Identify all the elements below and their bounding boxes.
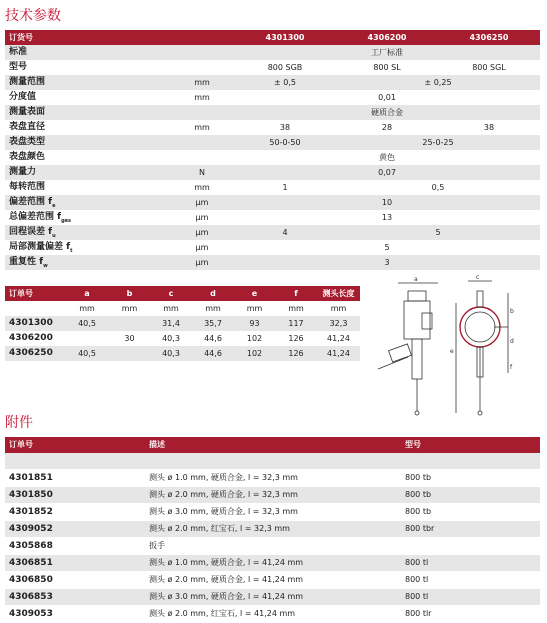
dims-header-cell: d	[192, 286, 234, 301]
accessory-type: 800 tl	[401, 555, 540, 572]
dimensions-table	[5, 286, 360, 361]
spec-row-value-col23: 25-0-25	[336, 135, 540, 150]
spec-row-label	[5, 120, 170, 135]
spec-header-label: 订货号	[5, 30, 170, 45]
accessory-order: 4301852	[5, 504, 145, 521]
spec-row-label-text: 表盘颜色	[9, 152, 46, 162]
dims-cell: 41,24	[317, 331, 360, 346]
dims-header-cell: 订单号	[5, 286, 65, 301]
spec-row-label-text: 回程误差 f	[9, 227, 53, 237]
spec-row-value-col1: 1	[234, 180, 336, 195]
spec-row-label-text: 分度值	[9, 92, 37, 102]
acc-header-desc: 描述	[145, 437, 401, 453]
spec-row-label-text: 表盘直径	[9, 122, 46, 132]
spec-row-label	[5, 150, 170, 165]
spec-row-label-subscript: t	[70, 247, 73, 254]
accessory-row	[5, 572, 540, 589]
spec-section-title: 技术参数	[5, 8, 61, 24]
dims-unit-cell: mm	[234, 301, 275, 316]
accessory-type: 800 tbr	[401, 521, 540, 538]
drawing-label-f: f	[510, 364, 513, 371]
dims-unit-cell: mm	[192, 301, 234, 316]
dims-cell: 32,3	[317, 316, 360, 331]
dims-cell: 44,6	[192, 346, 234, 361]
accessory-description: 测头 ø 2.0 mm, 红宝石, l = 32,3 mm	[145, 521, 401, 538]
accessory-order: 4305868	[5, 538, 145, 555]
spec-row-label	[5, 180, 170, 195]
dimensions-header-row	[5, 286, 360, 301]
spec-row-value: 硬质合金	[234, 105, 540, 120]
dims-unit-cell: mm	[317, 301, 360, 316]
spec-row	[5, 45, 540, 60]
accessory-description: 测头 ø 3.0 mm, 硬质合金, l = 41,24 mm	[145, 589, 401, 606]
spec-row-value-col3: 800 SGL	[438, 60, 540, 75]
accessory-order: 4306850	[5, 572, 145, 589]
dims-header-cell: 测头长度	[317, 286, 360, 301]
accessory-row	[5, 555, 540, 572]
dimensions-body	[5, 301, 360, 361]
dims-cell: 30	[109, 331, 150, 346]
spec-row-value-col1: 4	[234, 225, 336, 240]
dims-cell: 4306200	[5, 331, 65, 346]
dims-header-cell: f	[275, 286, 317, 301]
dims-cell: 126	[275, 346, 317, 361]
spec-row	[5, 240, 540, 255]
accessory-description: 扳手	[145, 538, 401, 555]
dims-cell: 40,5	[65, 316, 109, 331]
spec-row-value-col23: 0,5	[336, 180, 540, 195]
spec-row-unit: mm	[170, 90, 234, 105]
spec-row-label-text: 每转范围	[9, 182, 46, 192]
spec-row-label-text: 测量力	[9, 167, 37, 177]
spec-row-unit: µm	[170, 225, 234, 240]
drawing-label-e: e	[450, 348, 454, 355]
dims-units-row	[5, 301, 360, 316]
spec-row-label-text: 型号	[9, 62, 28, 72]
accessory-description: 测头 ø 2.0 mm, 硬质合金, l = 41,24 mm	[145, 572, 401, 589]
accessory-description: 测头 ø 2.0 mm, 红宝石, l = 41,24 mm	[145, 606, 401, 623]
spec-row-label	[5, 240, 170, 255]
spec-row	[5, 90, 540, 105]
spec-row-value-col2: 28	[336, 120, 438, 135]
spec-row-value: 10	[234, 195, 540, 210]
spec-row-unit	[170, 135, 234, 150]
spec-row-value-col23: 5	[336, 225, 540, 240]
spec-row-unit: mm	[170, 120, 234, 135]
accessory-row	[5, 521, 540, 538]
dims-unit-cell	[5, 301, 65, 316]
spec-row-label	[5, 60, 170, 75]
accessory-order: 4301851	[5, 470, 145, 487]
spec-row	[5, 180, 540, 195]
accessory-order: 4309052	[5, 521, 145, 538]
accessory-type: 800 tl	[401, 572, 540, 589]
spec-row-value: 0,07	[234, 165, 540, 180]
dims-cell: 4306250	[5, 346, 65, 361]
dims-unit-cell: mm	[275, 301, 317, 316]
dims-cell	[109, 316, 150, 331]
accessories-body	[5, 453, 540, 623]
dims-row	[5, 346, 360, 361]
dims-cell: 93	[234, 316, 275, 331]
spec-row-label-text: 偏差范围 f	[9, 197, 53, 207]
spec-header-col3: 4306250	[438, 30, 540, 45]
spec-header-row	[5, 30, 540, 45]
dial-gauge-drawing	[368, 273, 528, 421]
dims-cell: 126	[275, 331, 317, 346]
dims-header-cell: b	[109, 286, 150, 301]
dims-cell: 41,24	[317, 346, 360, 361]
spec-row	[5, 60, 540, 75]
accessory-description: 测头 ø 2.0 mm, 硬质合金, l = 32,3 mm	[145, 487, 401, 504]
accessories-header-row	[5, 437, 540, 453]
spec-row	[5, 225, 540, 240]
spec-row-value-col1: ± 0,5	[234, 75, 336, 90]
spec-row	[5, 210, 540, 225]
dims-cell: 40,3	[150, 331, 192, 346]
spec-row-label-subscript: u	[52, 232, 56, 239]
spec-row-label	[5, 75, 170, 90]
dims-cell: 4301300	[5, 316, 65, 331]
drawing-label-c: c	[476, 274, 480, 281]
spec-row-value-col1: 38	[234, 120, 336, 135]
dims-unit-cell: mm	[65, 301, 109, 316]
spec-row-label-text: 总偏差范围 f	[9, 212, 62, 222]
spec-row-unit: N	[170, 165, 234, 180]
spec-header-unit	[170, 30, 234, 45]
spec-row	[5, 195, 540, 210]
spec-row-label-text: 测量范围	[9, 77, 46, 87]
acc-header-order: 订单号	[5, 437, 145, 453]
spec-row-label-text: 测量表面	[9, 107, 46, 117]
accessory-description: 测头 ø 3.0 mm, 硬质合金, l = 32,3 mm	[145, 504, 401, 521]
accessory-description	[145, 453, 401, 470]
spec-row-unit: mm	[170, 180, 234, 195]
spec-row	[5, 150, 540, 165]
dims-cell	[109, 346, 150, 361]
spec-row-label-text: 表盘类型	[9, 137, 46, 147]
spec-row-value-col23: ± 0,25	[336, 75, 540, 90]
accessory-description: 测头 ø 1.0 mm, 硬质合金, l = 41,24 mm	[145, 555, 401, 572]
accessory-row	[5, 606, 540, 623]
spec-row-unit: µm	[170, 210, 234, 225]
spec-row-label-text: 重复性 f	[9, 257, 44, 267]
spec-row-label	[5, 195, 170, 210]
spec-row-label-subscript: e	[52, 202, 56, 209]
spec-row-label-subscript: ges	[61, 217, 72, 224]
spec-row-value-col3: 38	[438, 120, 540, 135]
accessory-row	[5, 487, 540, 504]
spec-row-label-subscript: w	[43, 262, 48, 269]
spec-row-label	[5, 255, 170, 270]
accessories-table	[5, 437, 540, 623]
spec-row-label	[5, 165, 170, 180]
drawing-label-b: b	[510, 308, 514, 315]
dims-header-cell: e	[234, 286, 275, 301]
spec-header-col1: 4301300	[234, 30, 336, 45]
drawing-label-a: a	[414, 276, 418, 283]
spec-row	[5, 165, 540, 180]
dims-cell: 31,4	[150, 316, 192, 331]
spec-row-value: 13	[234, 210, 540, 225]
dims-cell: 102	[234, 346, 275, 361]
accessory-type: 800 tlr	[401, 606, 540, 623]
spec-row-label-text: 局部测量偏差 f	[9, 242, 71, 252]
spec-row-unit	[170, 45, 234, 60]
spec-row-label	[5, 45, 170, 60]
spec-row	[5, 120, 540, 135]
spec-row-unit	[170, 60, 234, 75]
spec-body	[5, 45, 540, 270]
spec-row	[5, 105, 540, 120]
accessories-section-title: 附件	[5, 415, 33, 431]
accessory-type: 800 tb	[401, 487, 540, 504]
dims-header-cell: a	[65, 286, 109, 301]
spec-row-value: 工厂标准	[234, 45, 540, 60]
spec-row-value: 0,01	[234, 90, 540, 105]
spec-row-label-text: 标准	[9, 47, 28, 57]
dims-header-cell: c	[150, 286, 192, 301]
spec-row-label	[5, 135, 170, 150]
spec-row-value: 黄色	[234, 150, 540, 165]
dims-cell: 102	[234, 331, 275, 346]
spec-row-value: 3	[234, 255, 540, 270]
dims-cell: 40,5	[65, 346, 109, 361]
spec-header-col2: 4306200	[336, 30, 438, 45]
spec-row	[5, 135, 540, 150]
dims-unit-cell: mm	[109, 301, 150, 316]
spec-row-unit	[170, 150, 234, 165]
accessory-order: 4306851	[5, 555, 145, 572]
spec-row-label	[5, 210, 170, 225]
spec-row-value-col1: 50-0-50	[234, 135, 336, 150]
accessory-type: 800 tb	[401, 470, 540, 487]
accessory-order: 4301850	[5, 487, 145, 504]
spec-row-unit: µm	[170, 255, 234, 270]
spec-row-label	[5, 105, 170, 120]
dims-cell	[65, 331, 109, 346]
accessory-type: 800 tl	[401, 589, 540, 606]
dims-unit-cell: mm	[150, 301, 192, 316]
accessory-description: 测头 ø 1.0 mm, 硬质合金, l = 32,3 mm	[145, 470, 401, 487]
spec-row-unit: µm	[170, 195, 234, 210]
accessory-row	[5, 504, 540, 521]
dims-cell: 35,7	[192, 316, 234, 331]
accessory-row	[5, 453, 540, 470]
spec-row-label	[5, 90, 170, 105]
spec-row-label	[5, 225, 170, 240]
accessory-row	[5, 538, 540, 555]
spec-row	[5, 255, 540, 270]
accessory-row	[5, 589, 540, 606]
spec-row-value-col1: 800 SGB	[234, 60, 336, 75]
accessory-type: 800 tb	[401, 504, 540, 521]
drawing-label-d: d	[510, 338, 514, 345]
dims-cell: 117	[275, 316, 317, 331]
dims-cell: 40,3	[150, 346, 192, 361]
spec-row-unit	[170, 105, 234, 120]
dims-cell: 44,6	[192, 331, 234, 346]
spec-row-unit: µm	[170, 240, 234, 255]
spec-table	[5, 30, 540, 270]
acc-header-type: 型号	[401, 437, 540, 453]
accessory-order: 4309053	[5, 606, 145, 623]
accessory-order	[5, 453, 145, 470]
spec-row-unit: mm	[170, 75, 234, 90]
spec-row-value-col2: 800 SL	[336, 60, 438, 75]
accessory-row	[5, 470, 540, 487]
accessory-order: 4306853	[5, 589, 145, 606]
spec-row	[5, 75, 540, 90]
dims-row	[5, 331, 360, 346]
dims-row	[5, 316, 360, 331]
accessory-type	[401, 538, 540, 555]
spec-row-value: 5	[234, 240, 540, 255]
accessory-type	[401, 453, 540, 470]
